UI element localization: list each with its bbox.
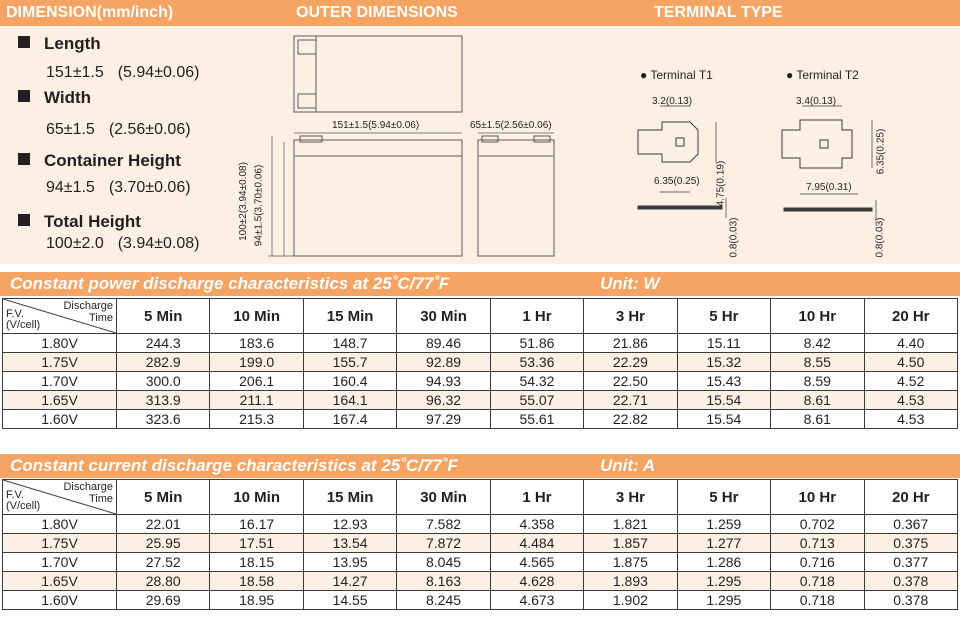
value-cell: 4.565 [490, 553, 583, 572]
value-cell: 4.53 [864, 410, 958, 429]
value-cell: 244.3 [117, 334, 210, 353]
value-cell: 4.52 [864, 372, 958, 391]
length-value: 151±1.5 (5.94±0.06) [46, 64, 200, 81]
power-title: Constant power discharge characteristics at 25˚C/77˚F [10, 274, 450, 293]
value-cell: 323.6 [117, 410, 210, 429]
current-col-header: 15 Min [303, 480, 396, 515]
value-cell: 0.702 [771, 515, 864, 534]
value-cell: 22.71 [584, 391, 677, 410]
current-header-row [3, 480, 958, 515]
value-cell: 21.86 [584, 334, 677, 353]
value-cell: 22.82 [584, 410, 677, 429]
value-cell: 92.89 [397, 353, 490, 372]
current-col-header: 10 Min [210, 480, 303, 515]
value-cell: 313.9 [117, 391, 210, 410]
value-cell: 18.58 [210, 572, 303, 591]
container-height-label: Container Height [18, 151, 181, 171]
current-col-header: 5 Hr [677, 480, 770, 515]
terminal-type-heading: TERMINAL TYPE [654, 4, 783, 21]
current-col-header: 3 Hr [584, 480, 677, 515]
value-cell: 1.295 [677, 591, 770, 610]
power-table [2, 298, 958, 429]
table-row [3, 410, 958, 429]
final-voltage-cell: 1.60V [3, 591, 117, 610]
table-row [3, 553, 958, 572]
value-cell: 0.378 [864, 591, 958, 610]
value-cell: 18.15 [210, 553, 303, 572]
container-height-value: 94±1.5 (3.70±0.06) [46, 179, 191, 196]
value-cell: 1.875 [584, 553, 677, 572]
value-cell: 0.716 [771, 553, 864, 572]
value-cell: 25.95 [117, 534, 210, 553]
value-cell: 8.61 [771, 391, 864, 410]
total-height-label: Total Height [18, 212, 141, 232]
drawing-container-height-label: 94±1.5(3.70±0.06) [253, 164, 265, 247]
value-cell: 4.628 [490, 572, 583, 591]
value-cell: 0.377 [864, 553, 958, 572]
value-cell: 53.36 [490, 353, 583, 372]
value-cell: 1.277 [677, 534, 770, 553]
current-corner-cell: Discharge Time F.V. (V/cell) [3, 480, 117, 515]
t1-thickness-dim: 0.8(0.03) [728, 217, 740, 258]
t1-height-dim: 4.75(0.19) [715, 160, 727, 207]
value-cell: 183.6 [210, 334, 303, 353]
drawing-total-height-label: 100±2(3.94±0.08) [237, 162, 249, 241]
final-voltage-cell: 1.60V [3, 410, 117, 429]
value-cell: 17.51 [210, 534, 303, 553]
current-col-header: 1 Hr [490, 480, 583, 515]
value-cell: 1.893 [584, 572, 677, 591]
power-col-header: 5 Min [117, 299, 210, 334]
total-height-value: 100±2.0 (3.94±0.08) [46, 235, 200, 252]
value-cell: 8.61 [771, 410, 864, 429]
current-col-header: 10 Hr [771, 480, 864, 515]
value-cell: 160.4 [303, 372, 396, 391]
power-col-header: 10 Hr [771, 299, 864, 334]
value-cell: 28.80 [117, 572, 210, 591]
value-cell: 8.045 [397, 553, 490, 572]
t2-thickness-dim: 0.8(0.03) [874, 217, 886, 258]
value-cell: 15.43 [677, 372, 770, 391]
terminal-t2-label: ● Terminal T2 [786, 68, 859, 82]
t1-length-dim: 6.35(0.25) [654, 176, 700, 187]
final-voltage-cell: 1.65V [3, 391, 117, 410]
value-cell: 13.54 [303, 534, 396, 553]
t2-length-dim: 7.95(0.31) [806, 182, 852, 193]
value-cell: 55.61 [490, 410, 583, 429]
width-value: 65±1.5 (2.56±0.06) [46, 121, 191, 138]
value-cell: 29.69 [117, 591, 210, 610]
value-cell: 18.95 [210, 591, 303, 610]
value-cell: 148.7 [303, 334, 396, 353]
dimension-heading: DIMENSION(mm/inch) [6, 4, 174, 21]
value-cell: 89.46 [397, 334, 490, 353]
value-cell: 0.375 [864, 534, 958, 553]
terminal-t1-label: ● Terminal T1 [640, 68, 713, 82]
power-unit: Unit: W [600, 274, 660, 293]
value-cell: 300.0 [117, 372, 210, 391]
value-cell: 1.857 [584, 534, 677, 553]
terminal-t2-drawing [780, 88, 890, 238]
power-col-header: 5 Hr [677, 299, 770, 334]
power-section-bar [0, 272, 960, 296]
table-row [3, 372, 958, 391]
final-voltage-cell: 1.65V [3, 572, 117, 591]
drawing-length-label: 151±1.5(5.94±0.06) [332, 120, 420, 131]
value-cell: 54.32 [490, 372, 583, 391]
value-cell: 14.55 [303, 591, 396, 610]
value-cell: 22.29 [584, 353, 677, 372]
table-row [3, 353, 958, 372]
value-cell: 55.07 [490, 391, 583, 410]
current-section-bar [0, 454, 960, 478]
value-cell: 155.7 [303, 353, 396, 372]
value-cell: 164.1 [303, 391, 396, 410]
spec-header-bar [0, 0, 960, 26]
value-cell: 206.1 [210, 372, 303, 391]
value-cell: 215.3 [210, 410, 303, 429]
value-cell: 15.54 [677, 410, 770, 429]
value-cell: 0.713 [771, 534, 864, 553]
power-header-row [3, 299, 958, 334]
final-voltage-cell: 1.75V [3, 353, 117, 372]
battery-front-view [294, 140, 462, 256]
value-cell: 0.718 [771, 572, 864, 591]
value-cell: 282.9 [117, 353, 210, 372]
current-unit: Unit: A [600, 456, 656, 475]
length-label: Length [18, 34, 101, 54]
value-cell: 96.32 [397, 391, 490, 410]
value-cell: 97.29 [397, 410, 490, 429]
value-cell: 15.32 [677, 353, 770, 372]
value-cell: 0.378 [864, 572, 958, 591]
table-row [3, 334, 958, 353]
battery-side-view [478, 140, 554, 256]
value-cell: 4.40 [864, 334, 958, 353]
value-cell: 211.1 [210, 391, 303, 410]
value-cell: 1.902 [584, 591, 677, 610]
value-cell: 15.54 [677, 391, 770, 410]
value-cell: 8.245 [397, 591, 490, 610]
width-label: Width [18, 88, 91, 108]
value-cell: 4.484 [490, 534, 583, 553]
table-row [3, 534, 958, 553]
value-cell: 15.11 [677, 334, 770, 353]
power-col-header: 10 Min [210, 299, 303, 334]
t2-height-dim: 6.35(0.25) [875, 128, 887, 175]
value-cell: 12.93 [303, 515, 396, 534]
value-cell: 8.59 [771, 372, 864, 391]
power-col-header: 20 Hr [864, 299, 958, 334]
current-table [2, 479, 958, 610]
t1-width-dim: 3.2(0.13) [652, 96, 693, 107]
value-cell: 22.50 [584, 372, 677, 391]
value-cell: 14.27 [303, 572, 396, 591]
value-cell: 1.286 [677, 553, 770, 572]
value-cell: 4.53 [864, 391, 958, 410]
power-col-header: 30 Min [397, 299, 490, 334]
value-cell: 4.358 [490, 515, 583, 534]
final-voltage-cell: 1.80V [3, 515, 117, 534]
value-cell: 0.367 [864, 515, 958, 534]
value-cell: 7.582 [397, 515, 490, 534]
value-cell: 94.93 [397, 372, 490, 391]
dimensions-panel [0, 26, 960, 264]
value-cell: 1.295 [677, 572, 770, 591]
current-col-header: 20 Hr [864, 480, 958, 515]
table-row [3, 391, 958, 410]
value-cell: 4.50 [864, 353, 958, 372]
outer-dimensions-drawing [250, 32, 570, 264]
value-cell: 16.17 [210, 515, 303, 534]
power-col-header: 1 Hr [490, 299, 583, 334]
outer-dimensions-heading: OUTER DIMENSIONS [296, 4, 458, 21]
value-cell: 8.42 [771, 334, 864, 353]
value-cell: 8.55 [771, 353, 864, 372]
table-row [3, 572, 958, 591]
t2-width-dim: 3.4(0.13) [796, 96, 837, 107]
value-cell: 199.0 [210, 353, 303, 372]
final-voltage-cell: 1.70V [3, 553, 117, 572]
current-title: Constant current discharge characteristics at 25˚C/77˚F [10, 456, 458, 475]
final-voltage-cell: 1.75V [3, 534, 117, 553]
value-cell: 167.4 [303, 410, 396, 429]
value-cell: 1.259 [677, 515, 770, 534]
value-cell: 7.872 [397, 534, 490, 553]
value-cell: 8.163 [397, 572, 490, 591]
battery-top-view [294, 36, 462, 112]
final-voltage-cell: 1.80V [3, 334, 117, 353]
power-col-header: 3 Hr [584, 299, 677, 334]
final-voltage-cell: 1.70V [3, 372, 117, 391]
value-cell: 27.52 [117, 553, 210, 572]
value-cell: 13.95 [303, 553, 396, 572]
power-corner-cell: Discharge Time F.V. (V/cell) [3, 299, 117, 334]
table-row [3, 515, 958, 534]
value-cell: 4.673 [490, 591, 583, 610]
value-cell: 1.821 [584, 515, 677, 534]
value-cell: 51.86 [490, 334, 583, 353]
value-cell: 0.718 [771, 591, 864, 610]
drawing-width-label: 65±1.5(2.56±0.06) [470, 120, 552, 131]
power-col-header: 15 Min [303, 299, 396, 334]
current-col-header: 30 Min [397, 480, 490, 515]
table-row [3, 591, 958, 610]
current-col-header: 5 Min [117, 480, 210, 515]
value-cell: 22.01 [117, 515, 210, 534]
